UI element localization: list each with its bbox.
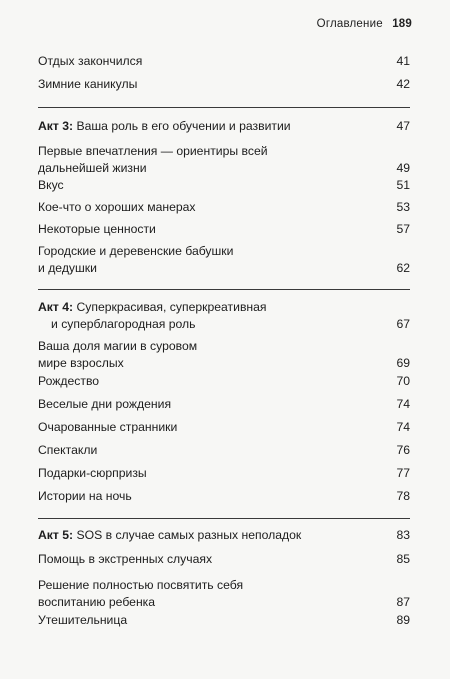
toc-entry-page: 62 bbox=[396, 261, 410, 275]
toc-act-heading bbox=[38, 118, 410, 135]
toc-entry-page: 83 bbox=[396, 528, 410, 542]
toc-entry-page: 74 bbox=[396, 420, 410, 434]
toc-entry-title: Веселые дни рождения bbox=[38, 397, 172, 411]
toc-entry bbox=[38, 577, 410, 611]
toc-entry-title: Городские и деревенские бабушки bbox=[38, 244, 234, 258]
toc-entry bbox=[38, 442, 410, 459]
header-page-number: 189 bbox=[392, 18, 412, 30]
toc-entry-title: Первые впечатления — ориентиры всей bbox=[38, 144, 268, 158]
toc-entry-page: 57 bbox=[396, 222, 410, 236]
toc-entry-page: 69 bbox=[396, 356, 410, 370]
toc-entry-title: Кое-что о хороших манерах bbox=[38, 200, 196, 214]
toc-entry-page: 67 bbox=[396, 317, 410, 331]
toc-entry-title: Решение полностью посвятить себя bbox=[38, 578, 244, 592]
act-title-cont: и суперблагородная роль bbox=[51, 317, 196, 331]
toc-entry-title: Подарки-сюрпризы bbox=[38, 466, 147, 480]
toc-entry-page: 87 bbox=[396, 595, 410, 609]
running-header bbox=[317, 18, 412, 30]
toc-entry-page: 70 bbox=[396, 374, 410, 388]
toc-entry-title: Вкус bbox=[38, 178, 64, 192]
toc-entry-page: 47 bbox=[396, 119, 410, 133]
toc-entry bbox=[38, 143, 410, 177]
toc-entry bbox=[38, 396, 410, 413]
act-title: SOS в случае самых разных неполадок bbox=[73, 528, 302, 542]
toc-entry-page: 74 bbox=[396, 397, 410, 411]
toc-entry-title: Некоторые ценности bbox=[38, 222, 156, 236]
toc-entry-title: Истории на ночь bbox=[38, 489, 132, 503]
toc-entry-title-cont: и дедушки bbox=[38, 261, 97, 275]
toc-entry bbox=[38, 373, 410, 390]
toc-entry bbox=[38, 177, 410, 194]
toc-entry-title: Рождество bbox=[38, 374, 100, 388]
toc-entry bbox=[38, 338, 410, 372]
toc-entry-title: Ваша доля магии в суровом bbox=[38, 339, 198, 353]
toc-entry-title: Зимние каникулы bbox=[38, 77, 138, 91]
toc-entry bbox=[38, 76, 410, 93]
toc-entry bbox=[38, 488, 410, 505]
toc-entry bbox=[38, 612, 410, 629]
toc-entry-title-cont: дальнейшей жизни bbox=[38, 161, 147, 175]
act-title: Ваша роль в его обучении и развитии bbox=[73, 119, 291, 133]
toc-entry bbox=[38, 199, 410, 216]
toc-entry-title: Очарованные странники bbox=[38, 420, 178, 434]
toc-entry-page: 77 bbox=[396, 466, 410, 480]
toc-act-heading bbox=[38, 527, 410, 544]
toc-entry bbox=[38, 221, 410, 238]
act-number: Акт 3: bbox=[38, 119, 74, 133]
toc-entry-page: 49 bbox=[396, 161, 410, 175]
toc-entry bbox=[38, 419, 410, 436]
toc-entry-page: 41 bbox=[396, 54, 410, 68]
toc-entry-page: 53 bbox=[396, 200, 410, 214]
section-divider bbox=[38, 107, 410, 108]
toc-entry-title-cont: мире взрослых bbox=[38, 356, 124, 370]
header-label: Оглавление bbox=[316, 18, 383, 30]
toc-entry-title-cont: воспитанию ребенка bbox=[38, 595, 156, 609]
toc-entry-title: Отдых закончился bbox=[38, 54, 143, 68]
toc-entry bbox=[38, 243, 410, 277]
section-divider bbox=[38, 518, 410, 519]
toc-entry-page: 42 bbox=[396, 77, 410, 91]
section-divider bbox=[38, 289, 410, 290]
act-number: Акт 5: bbox=[38, 528, 74, 542]
toc-entry-page: 51 bbox=[396, 178, 410, 192]
toc-entry-title: Спектакли bbox=[38, 443, 98, 457]
toc-entry-title: Утешительница bbox=[38, 613, 128, 627]
toc-entry-page: 85 bbox=[396, 552, 410, 566]
toc-entry-title: Помощь в экстренных случаях bbox=[38, 552, 213, 566]
act-number: Акт 4: bbox=[38, 300, 74, 314]
toc-entry bbox=[38, 53, 410, 70]
toc-entry-page: 89 bbox=[396, 613, 410, 627]
toc-entry-page: 76 bbox=[396, 443, 410, 457]
toc-act-heading bbox=[38, 299, 410, 333]
act-title: Суперкрасивая, суперкреативная bbox=[73, 300, 267, 314]
toc-entry-page: 78 bbox=[396, 489, 410, 503]
toc-entry bbox=[38, 551, 410, 568]
toc-entry bbox=[38, 465, 410, 482]
